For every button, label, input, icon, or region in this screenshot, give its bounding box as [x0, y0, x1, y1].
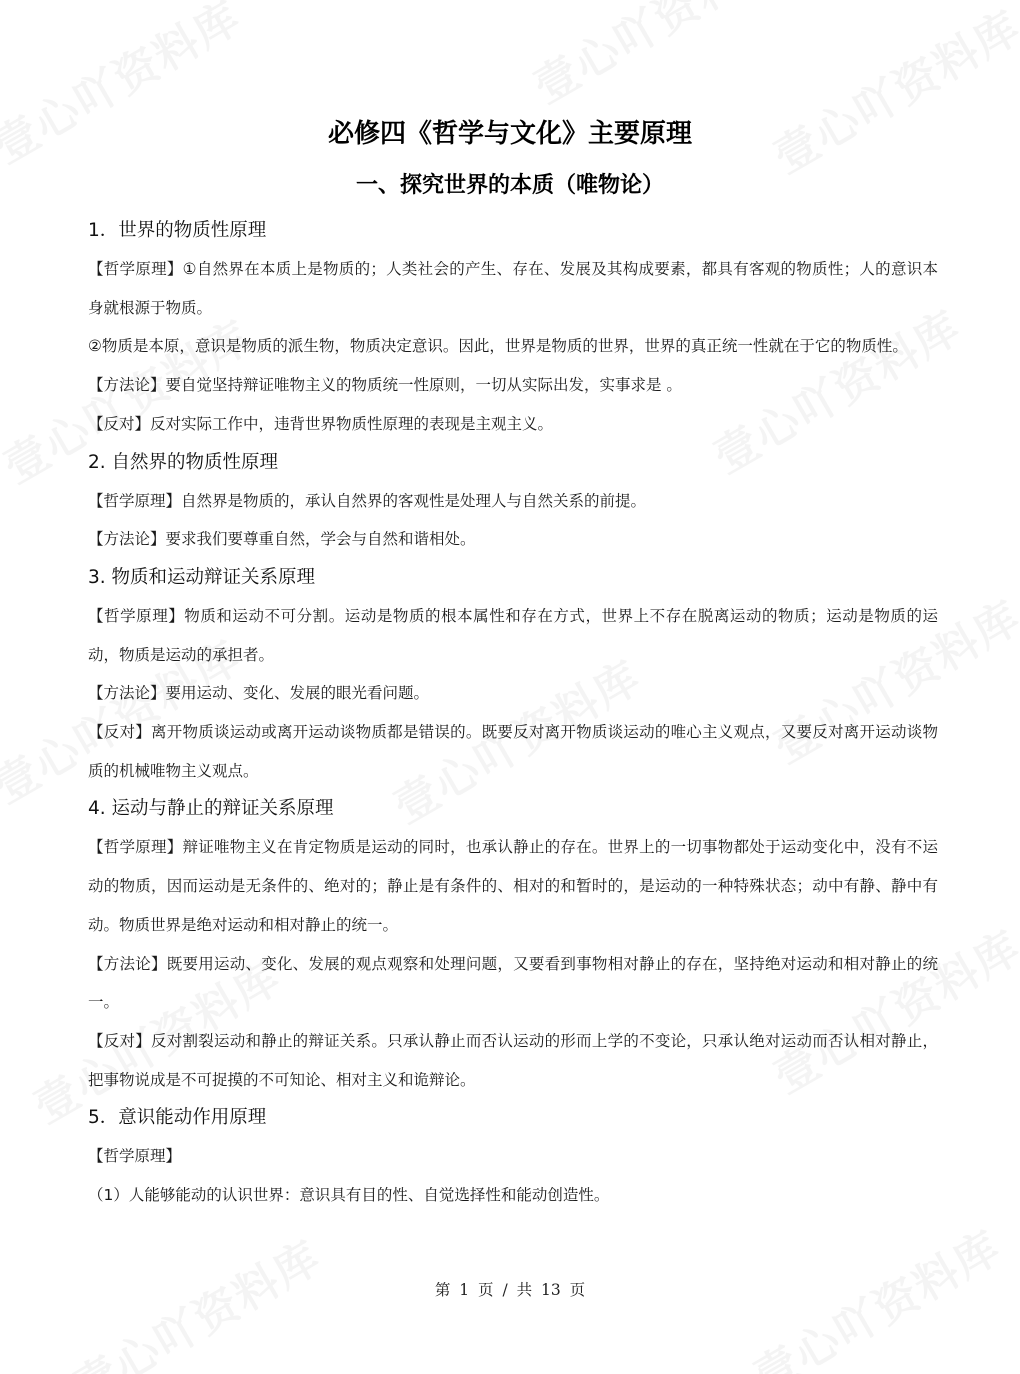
paragraph: （1）人能够能动的认识世界：意识具有目的性、自觉选择性和能动创造性。: [88, 1186, 610, 1205]
paragraph: 【反对】离开物质谈运动或离开运动谈物质都是错误的。既要反对离开物质谈运动的唯心主义观点，又要反对离开运动谈物质的机械唯物主义观点。: [88, 723, 938, 780]
paragraph: 【哲学原理】①自然界在本质上是物质的；人类社会的产生、存在、发展及其构成要素，都具有客观的物质性；人的意识本身就根源于物质。: [88, 260, 938, 317]
paragraph: 【方法论】要用运动、变化、发展的眼光看问题。: [88, 684, 430, 703]
heading-motion-rest: 4. 运动与静止的辩证关系原理: [88, 798, 334, 820]
heading-matter-motion: 3. 物质和运动辩证关系原理: [88, 566, 316, 588]
paragraph: 【方法论】既要用运动、变化、发展的观点观察和处理问题，又要看到事物相对静止的存在，坚持绝对运动和相对静止的统一。: [88, 954, 938, 1012]
paragraph: 【方法论】要求我们要尊重自然，学会与自然和谐相处。: [88, 530, 476, 549]
paragraph: 【哲学原理】辩证唯物主义在肯定物质是运动的同时，也承认静止的存在。世界上的一切事物都处于运动变化中，没有不运动的物质，因而运动是无条件的、绝对的；静止是有条件的、相对的和暂时的，是运动的一种特殊状态；动中有静、静中有动。物质世界是绝对运动和相对静止的统一。: [88, 838, 938, 934]
page-number: 第 1 页 / 共 13 页: [434, 1281, 586, 1299]
paragraph: 【哲学原理】物质和运动不可分割。运动是物质的根本属性和存在方式，世界上不存在脱离运动的物质；运动是物质的运动，物质是运动的承担者。: [88, 606, 938, 664]
heading-nature-materiality: 2. 自然界的物质性原理: [88, 451, 279, 473]
heading-world-materiality: 1．世界的物质性原理: [88, 220, 267, 241]
paragraph: ②物质是本原，意识是物质的派生物，物质决定意识。因此，世界是物质的世界，世界的真正统一性就在于它的物质性。: [88, 337, 908, 356]
paragraph: 【哲学原理】自然界是物质的，承认自然界的客观性是处理人与自然关系的前提。: [88, 491, 647, 510]
document-body: [88, 212, 938, 1215]
paragraph: 【哲学原理】: [88, 1147, 182, 1166]
paragraph: 【反对】反对割裂运动和静止的辩证关系。只承认静止而否认运动的形而上学的不变论，只承认绝对运动而否认相对静止，把事物说成是不可捉摸的不可知论、相对主义和诡辩论。: [88, 1031, 938, 1089]
paragraph: 【方法论】要自觉坚持辩证唯物主义的物质统一性原则，一切从实际出发，实事求是 。: [88, 376, 682, 395]
paragraph: 【反对】反对实际工作中，违背世界物质性原理的表现是主观主义。: [88, 414, 554, 433]
section-title: 一、探究世界的本质（唯物论）: [355, 173, 664, 198]
document-title: 必修四《哲学与文化》主要原理: [327, 119, 692, 149]
heading-consciousness: 5．意识能动作用原理: [88, 1107, 267, 1129]
